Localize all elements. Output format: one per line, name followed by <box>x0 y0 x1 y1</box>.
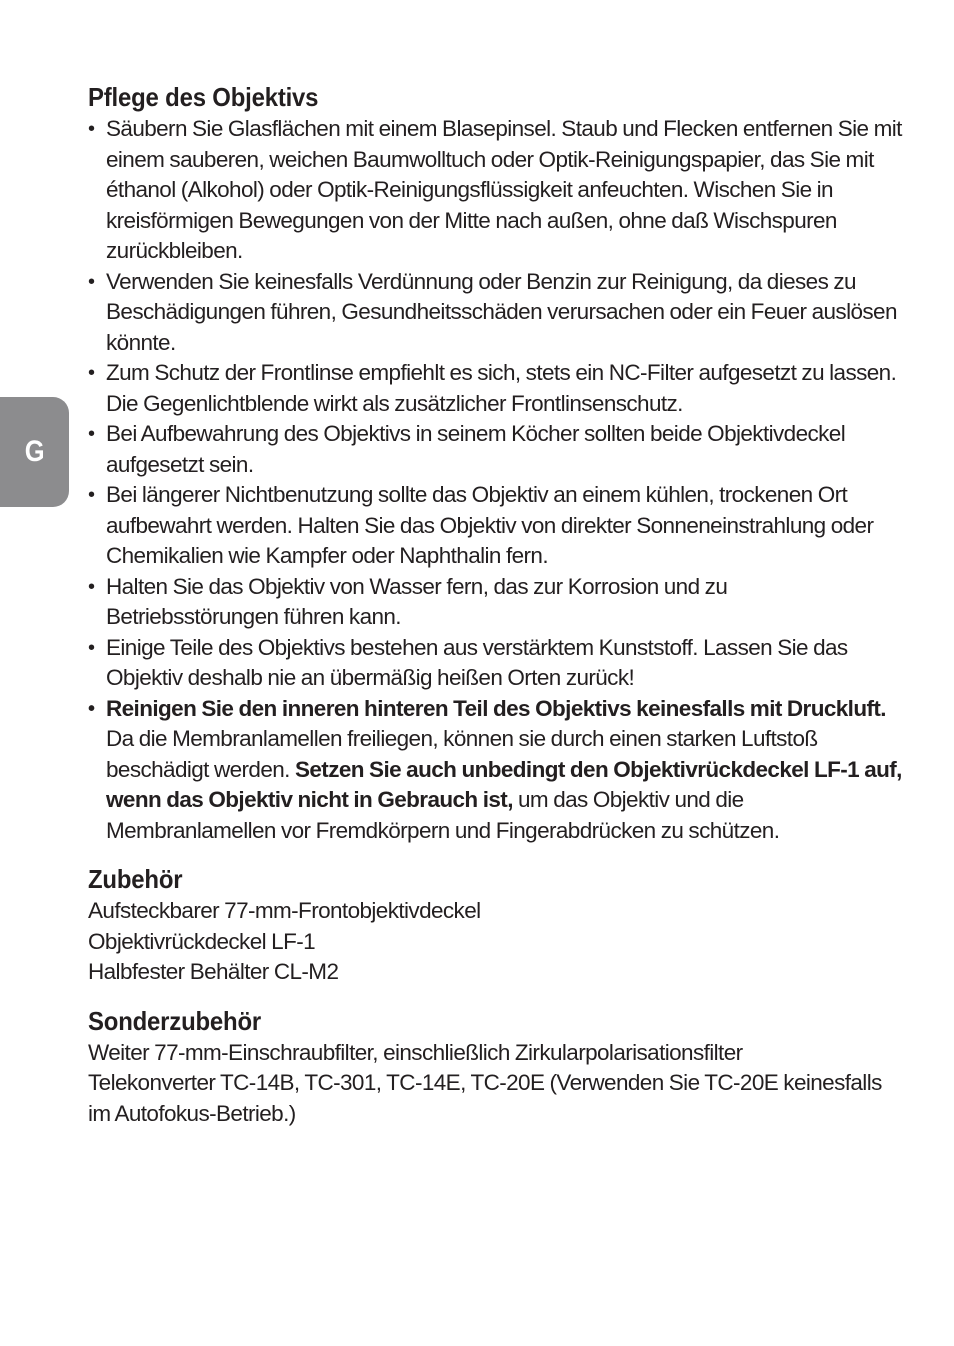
list-item: Halbfester Behälter CL-M2 <box>88 959 339 984</box>
bullet-icon: • <box>88 270 95 293</box>
list-item: Objektivrückdeckel LF-1 <box>88 928 316 954</box>
list-item: • Verwenden Sie keinesfalls Verdünnung oder Benzin zur Reinigung, da dieses zu Beschädigungen führen, Gesundheitsschäden verursachen oder ein Feuer auslösen könnte. <box>88 268 897 355</box>
bullet-icon: • <box>88 575 95 598</box>
bullet-icon: • <box>88 362 95 384</box>
section-title-sonderzubehoer: Sonderzubehör <box>88 1005 262 1036</box>
list-item: • Bei längerer Nichtbenutzung sollte das Objektiv an einem kühlen, trockenen Ort aufbewahrt werden. Halten Sie das Objektiv von direkter Sonneneinstrahlung oder Chemikalien wie Kampfer oder Naphthalin fern. <box>88 482 874 568</box>
list-item: Aufsteckbarer 77-mm-Frontobjektivdeckel <box>88 898 481 923</box>
section-title-zubehoer: Zubehör <box>88 864 183 894</box>
bullet-icon: • <box>88 697 95 720</box>
bullet-icon: • <box>88 484 95 506</box>
list-item-warning <box>88 694 903 847</box>
list-item: Weiter 77-mm-Einschraubfilter, einschließlich Zirkularpolarisationsfilter <box>88 1039 743 1065</box>
page-content <box>88 80 903 1129</box>
warning-bold-2: Setzen Sie auch unbedingt den Objektivrückdeckel LF-1 auf, wenn das Objektiv nicht in Gebrauch ist, <box>106 756 902 812</box>
section-title-pflege: Pflege des Objektivs <box>88 82 319 112</box>
bullet-icon: • <box>88 636 95 659</box>
list-item: Telekonverter TC-14B, TC-301, TC-14E, TC-20E (Verwenden Sie TC-20E keinesfalls im Autofokus-Betrieb.) <box>88 1070 882 1126</box>
warning-text-2: um das Objektiv und die Membranlamellen vor Fremdkörpern und Fingerabdrücken zu schützen. <box>106 787 780 843</box>
list-item: • Einige Teile des Objektivs bestehen aus verstärktem Kunststoff. Lassen Sie das Objektiv deshalb nie an übermäßig heißen Orten zurück! <box>88 634 848 690</box>
list-item: • Zum Schutz der Frontlinse empfiehlt es sich, stets ein NC-Filter aufgesetzt zu lassen. Die Gegenlichtblende wirkt als zusätzlicher Frontlinsenschutz. <box>88 360 897 416</box>
language-tab-label: G <box>24 435 45 468</box>
zubehoer-list <box>88 896 903 988</box>
bullet-icon: • <box>88 118 95 140</box>
pflege-list <box>88 114 903 846</box>
warning-bold-1: Reinigen Sie den inneren hinteren Teil des Objektivs keinesfalls mit Druckluft. <box>106 695 886 721</box>
list-item: • Halten Sie das Objektiv von Wasser fern, das zur Korrosion und zu Betriebsstörungen führen kann. <box>88 573 728 629</box>
sonderzubehoer-list <box>88 1038 903 1130</box>
list-item: • Säubern Sie Glasflächen mit einem Blasepinsel. Staub und Flecken entfernen Sie mit einem sauberen, weichen Baumwolltuch oder Optik-Reinigungspapier, das Sie mit éthanol (Alkohol) oder Optik-Reinigungsflüssigkeit anfeuchten. Wischen Sie in kreisförmigen Bewegungen von der Mitte nach außen, ohne daß Wischspuren zurückbleiben. <box>88 116 902 263</box>
warning-text-1: Da die Membranlamellen freiliegen, können sie durch einen starken Luftstoß beschädigt werden. <box>106 726 818 782</box>
list-item: • Bei Aufbewahrung des Objektivs in seinem Köcher sollten beide Objektivdeckel aufgesetzt sein. <box>88 421 846 477</box>
bullet-icon: • <box>88 423 95 445</box>
language-tab <box>0 397 69 507</box>
